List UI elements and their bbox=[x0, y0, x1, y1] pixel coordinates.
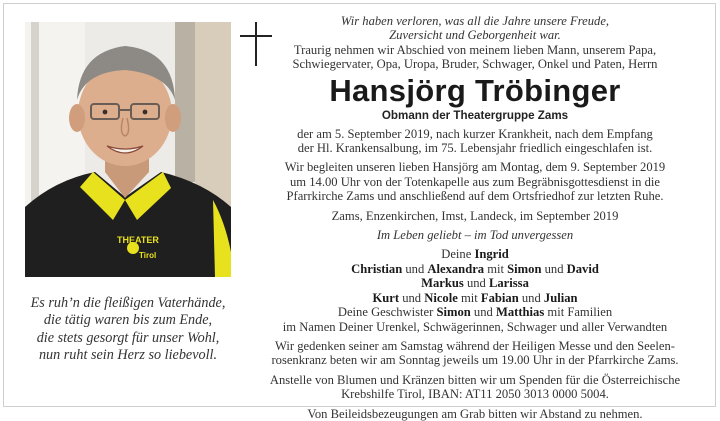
mourner-line-kurt: Kurt und Nicole mit Fabian und Julian bbox=[372, 290, 578, 305]
deceased-name: Hansjörg Tröbinger bbox=[329, 72, 621, 108]
closing-line: Von Beileidsbezeugungen am Grab bitten wir Abstand zu nehmen. bbox=[307, 406, 643, 421]
shirt-logo-subtext: Tirol bbox=[139, 251, 157, 260]
verse-line: die tätig waren bis zum Ende, bbox=[43, 312, 213, 329]
death-line: der Hl. Krankensalbung, im 75. Lebensjahr friedlich eingeschlafen ist. bbox=[297, 141, 653, 156]
verse-line: die stets gesorgt für unser Wohl, bbox=[36, 329, 220, 346]
place-date: Zams, Enzenkirchen, Imst, Landeck, im September 2019 bbox=[331, 208, 619, 223]
shirt-logo-text: THEATER bbox=[117, 235, 159, 245]
funeral-line: Pfarrkirche Zams und anschließend auf dem Ortsfriedhof zur letzten Ruhe. bbox=[286, 189, 664, 204]
deceased-role: Obmann der Theatergruppe Zams bbox=[381, 108, 569, 122]
mass-line: rosenkranz beten wir am Sonntag jeweils um 19.00 Uhr in der Pfarrkirche Zams. bbox=[271, 353, 679, 368]
mourner-line-christian: Christian und Alexandra mit Simon und David bbox=[351, 261, 599, 276]
intro-line: Traurig nehmen wir Abschied von meinem lieben Mann, unserem Papa, bbox=[293, 42, 657, 57]
intro-line: Schwiegervater, Opa, Uropa, Bruder, Schwager, Onkel und Paten, Herrn bbox=[292, 57, 658, 72]
funeral-line: Wir begleiten unseren lieben Hansjörg am Montag, dem 9. September 2019 bbox=[284, 160, 666, 175]
mourner-line-relatives: im Namen Deiner Urenkel, Schwägerinnen, Schwager und aller Verwandten bbox=[282, 319, 668, 334]
donation-line: Anstelle von Blumen und Kränzen bitten wir um Spenden für die Österreichische bbox=[269, 372, 681, 387]
mourner-line-markus: Markus und Larissa bbox=[421, 276, 529, 291]
verse-line: nun ruht sein Herz so liebevoll. bbox=[38, 347, 218, 364]
funeral-line: um 14.00 Uhr von der Totenkapelle aus zum Begräbnisgottesdienst in die bbox=[290, 174, 660, 189]
memorial-motto: Im Leben geliebt – im Tod unvergessen bbox=[376, 228, 574, 243]
mourner-line-wife: Deine Ingrid bbox=[441, 247, 509, 262]
memorial-verse bbox=[20, 295, 236, 365]
mourner-line-siblings: Deine Geschwister Simon und Matthias mit Familien bbox=[337, 305, 613, 320]
donation-line: Krebshilfe Tirol, IBAN: AT11 2050 3013 0000 5004. bbox=[341, 387, 609, 402]
intro-line: Zuversicht und Geborgenheit war. bbox=[389, 28, 561, 43]
verse-line: Es ruh’n die fleißigen Vaterhände, bbox=[30, 295, 226, 311]
notice-text bbox=[252, 14, 698, 421]
mass-line: Wir gedenken seiner am Samstag während der Heiligen Messe und den Seelen- bbox=[275, 338, 675, 353]
portrait-photo bbox=[25, 22, 231, 277]
death-line: der am 5. September 2019, nach kurzer Krankheit, nach dem Empfang bbox=[297, 126, 653, 141]
intro-line: Wir haben verloren, was all die Jahre unsere Freude, bbox=[340, 14, 610, 28]
